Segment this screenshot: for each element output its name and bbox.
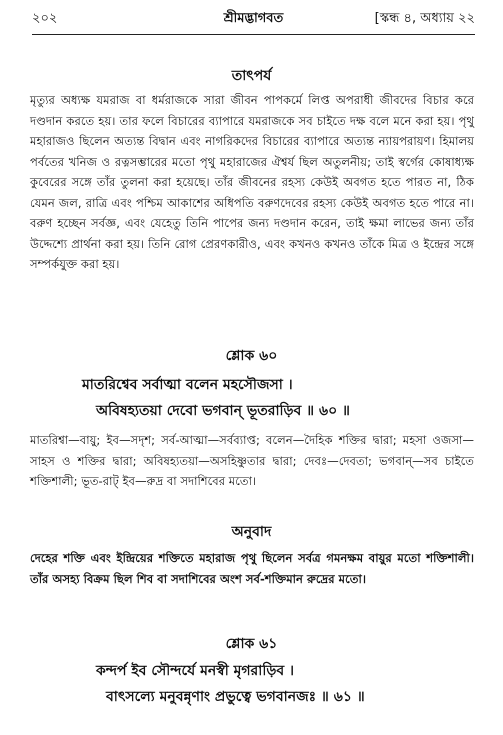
purport-heading: তাৎপর্য: [231, 68, 272, 84]
verse-61-heading: শ্লোক ৬১: [225, 636, 278, 652]
page-number: ২০২: [32, 11, 58, 26]
header-divider: [32, 34, 475, 35]
verse-61-line-1: কন্দর্প ইব সৌন্দর্যে মনস্বী মৃগরাড়িব ।: [96, 663, 294, 679]
verse-60-heading: শ্লোক ৬০: [225, 348, 278, 364]
translation-text: দেহের শক্তি এবং ইন্দ্রিয়ের শক্তিতে মহারাজ পৃথু ছিলেন সর্বত্র গমনক্ষম বায়ুর মতো শক্তিশালী। তাঁর অসহ্য বিক্রম ছিল শিব বা সদাশিবের অংশ সর্ব-শক্তিমান রুদ্রের মতো।: [30, 551, 474, 586]
verse-60-line-2: অবিষহ্যতয়া দেবো ভগবান্ ভূতরাড়িব ॥ ৬০ ॥: [96, 403, 350, 419]
translation-heading: অনুবাদ: [231, 524, 272, 540]
verse-61-line-2: বাৎসল্যে মনুবন্নৃণাং প্রভুত্বে ভগবানজঃ ॥ ৬১ ॥: [106, 689, 365, 705]
verse-60-text: [0, 372, 503, 424]
purport-text: মৃত্যুর অধ্যক্ষ যমরাজ বা ধর্মরাজকে সারা জীবন পাপকর্মে লিপ্ত অপরাধী জীবদের বিচার করে দণ্ডদান করতে হয়। তার ফলে বিচারের ব্যাপারে যমরাজকে সব চাইতে দক্ষ বলে মনে করা হয়। পৃথু মহারাজও ছিলেন অত্যন্ত বিদ্বান এবং নাগরিকদের বিচারের ব্যাপারে অত্যন্ত ন্যায়পরায়ণ। হিমালয় পর্বতের খনিজ ও রত্নসম্ভারের মতো পৃথু মহারাজের ঐশ্বর্য ছিল অতুলনীয়; তাই স্বর্গের কোষাধ্যক্ষ কুবেরের সঙ্গে তাঁর তুলনা করা হয়েছে। তাঁর জীবনের রহস্য কেউই অবগত হতে পারত না, ঠিক যেমন জল, রাত্রি এবং পশ্চিম আকাশের অধিপতি বরুণদেবের রহস্য কেউই অবগত হতে পারে না। বরুণ হচ্ছেন সর্বজ্ঞ, এবং যেহেতু তিনি পাপের জন্য দণ্ডদান করেন, তাই ক্ষমা লাভের জন্য তাঁর উদ্দেশ্যে প্রার্থনা করা হয়। তিনি রোগ প্রেরণকারীও, এবং কখনও কখনও তাঁকে মিত্র ও ইন্দ্রের সঙ্গে সম্পর্কযুক্ত করা হয়।: [30, 93, 474, 271]
page-header: [32, 8, 475, 30]
verse-60-line-1: মাতরিশ্বেব সর্বাত্মা বলেন মহসৌজসা ।: [82, 377, 293, 393]
verse-60-synonyms: মাতরিশ্বা—বায়ু; ইব—সদৃশ; সর্ব-আত্মা—সর্বব্যাপ্ত; বলেন—দৈহিক শক্তির দ্বারা; মহসা ওজসা—সাহস ও শক্তির দ্বারা; অবিষহ্যতয়া—অসহিষ্ণুতার দ্বারা; দেবঃ—দেবতা; ভগবান্—সব চাইতে শক্তিশালী; ভূত-রাট্ ইব—রুদ্র বা সদাশিবের মতো।: [30, 433, 474, 488]
book-title: শ্রীমদ্ভাগবত: [223, 11, 284, 26]
verse-61-text: [0, 658, 503, 710]
chapter-reference: [স্কন্ধ ৪, অধ্যায় ২২: [374, 11, 475, 26]
